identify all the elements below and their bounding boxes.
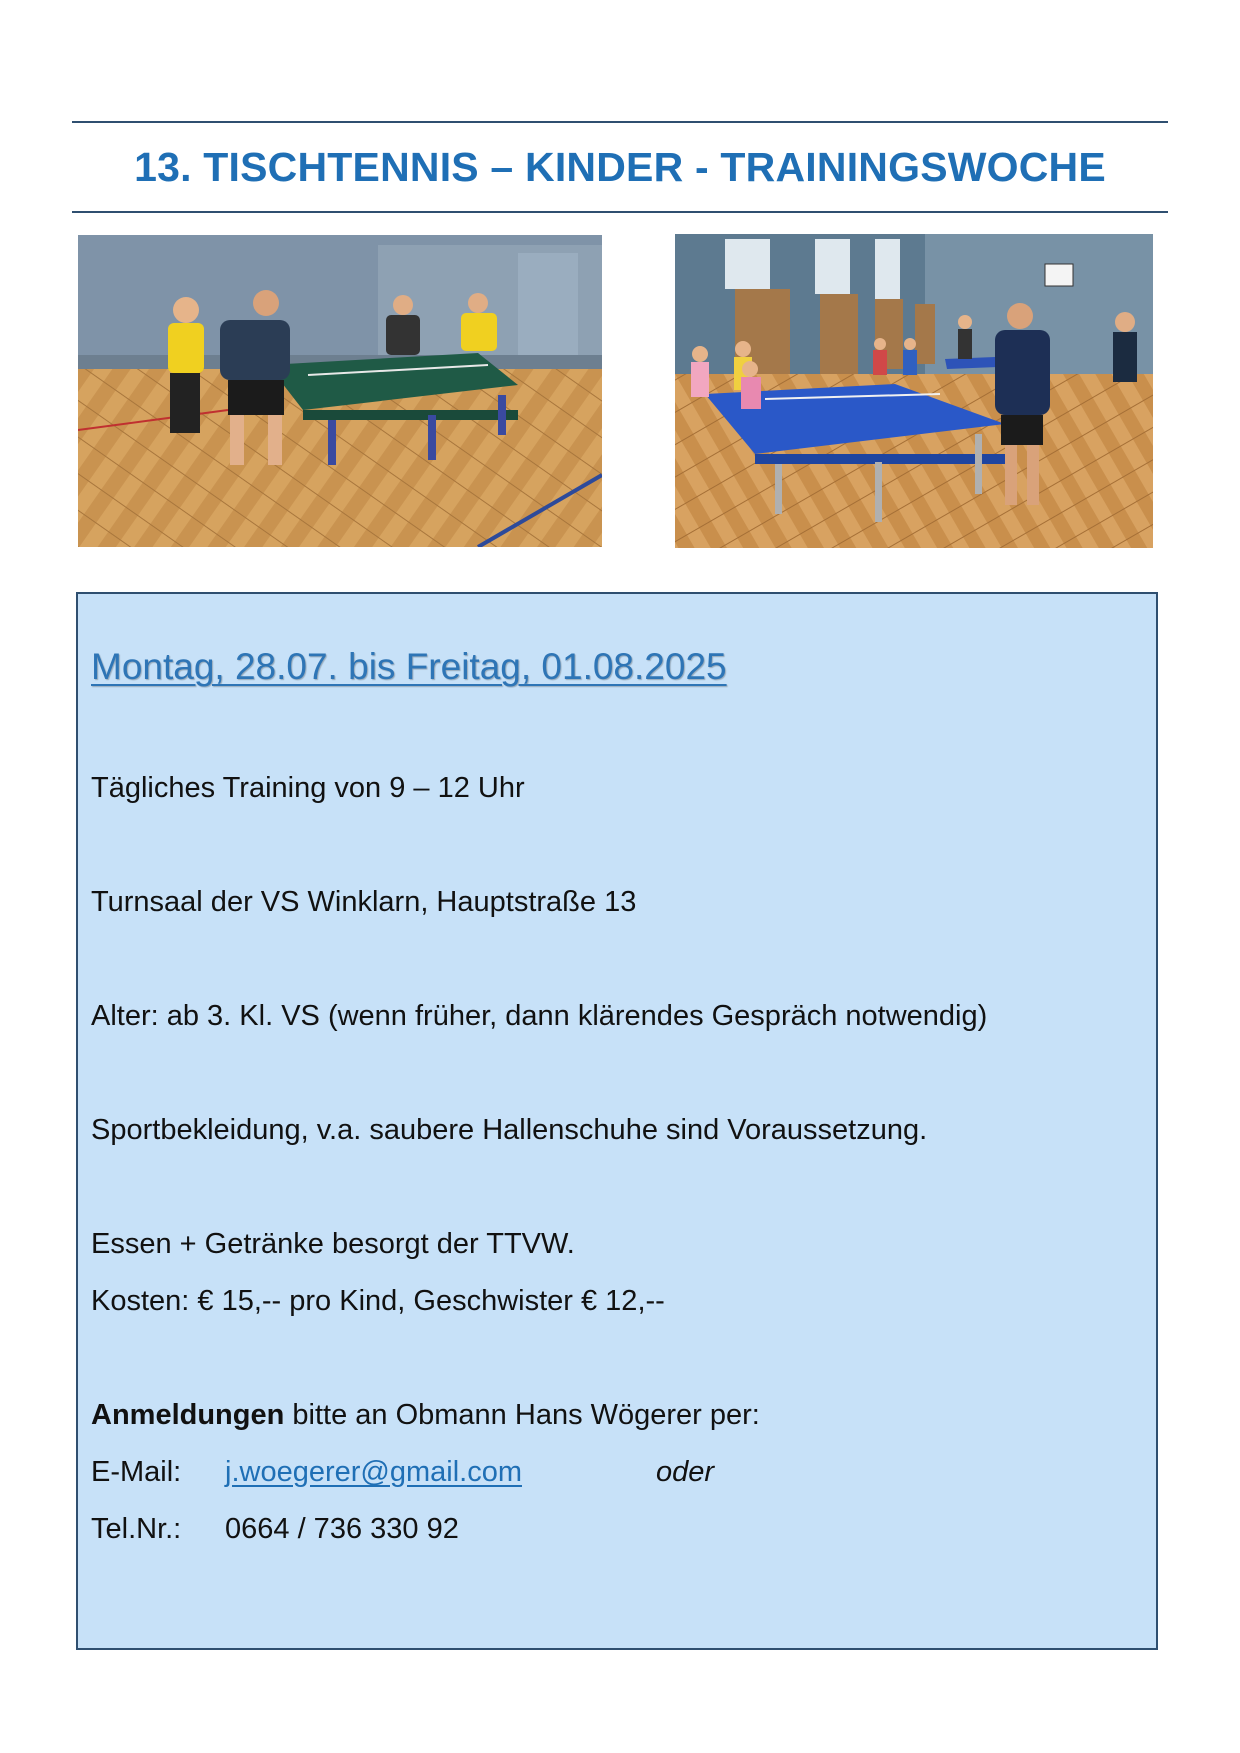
date-range-heading[interactable]: Montag, 28.07. bis Freitag, 01.08.2025 <box>91 646 727 687</box>
clothing-text: Sportbekleidung, v.a. saubere Hallenschuhe sind Voraussetzung. <box>91 1114 928 1146</box>
info-box <box>76 592 1158 1650</box>
email-row <box>91 1456 714 1489</box>
registration-rest: bitte an Obmann Hans Wögerer per: <box>284 1399 760 1431</box>
phone-number: 0664 / 736 330 92 <box>225 1513 459 1545</box>
table-tennis-gym-kids-photo <box>675 234 1153 548</box>
phone-row <box>91 1513 459 1546</box>
phone-label: Tel.Nr.: <box>91 1513 182 1545</box>
registration-text <box>91 1399 760 1432</box>
table-tennis-doubles-photo <box>78 235 602 547</box>
top-rule <box>72 121 1168 123</box>
food-text: Essen + Getränke besorgt der TTVW. <box>91 1228 575 1260</box>
registration-bold: Anmeldungen <box>91 1399 285 1431</box>
title-bottom-rule <box>72 211 1168 213</box>
location-text: Turnsaal der VS Winklarn, Hauptstraße 13 <box>91 886 637 918</box>
email-label: E-Mail: <box>91 1456 182 1488</box>
email-link[interactable]: j.woegerer@gmail.com <box>225 1456 522 1488</box>
training-time-text: Tägliches Training von 9 – 12 Uhr <box>91 772 525 804</box>
page-title: 13. TISCHTENNIS – KINDER - TRAININGSWOCHE <box>134 144 1106 190</box>
age-text: Alter: ab 3. Kl. VS (wenn früher, dann klärendes Gespräch notwendig) <box>91 1000 988 1032</box>
or-text: oder <box>655 1456 715 1488</box>
cost-text: Kosten: € 15,-- pro Kind, Geschwister € 12,-- <box>91 1285 665 1317</box>
